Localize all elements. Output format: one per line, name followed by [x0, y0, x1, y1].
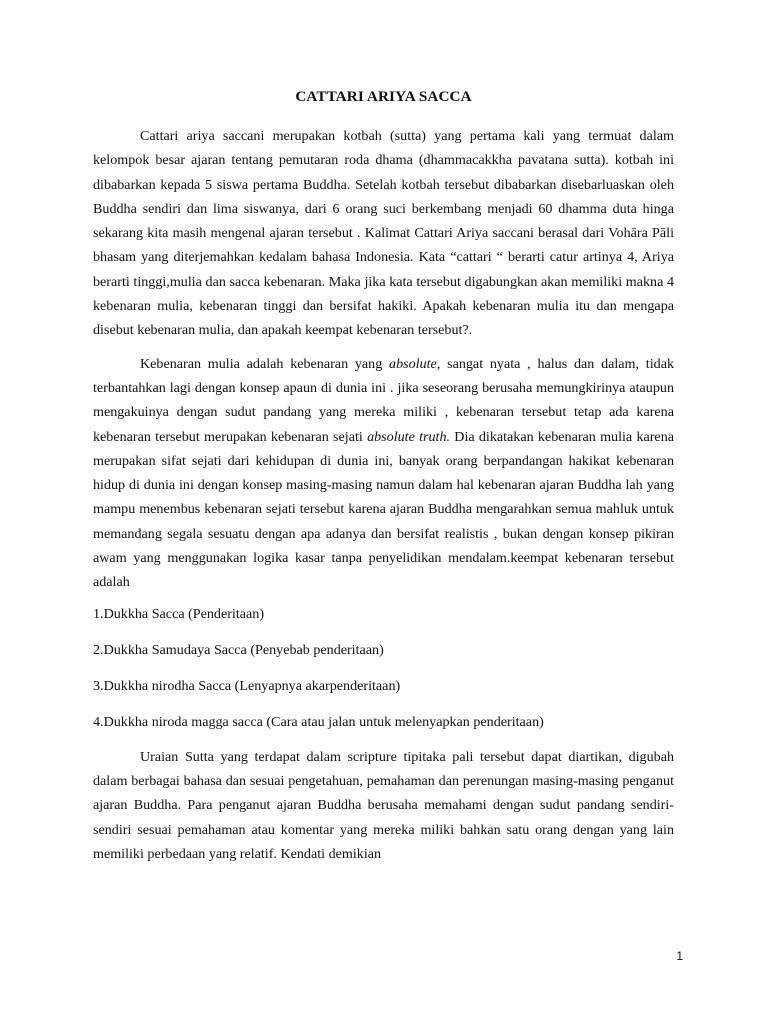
document-title: CATTARI ARIYA SACCA — [295, 88, 472, 105]
paragraph-noble-truth — [93, 352, 674, 595]
paragraph-text: , sangat nyata , halus dan dalam, tidak terbantahkan lagi dengan konsep apaun di dunia ini . jika seseorang berusaha memungkirinya ataupun mengakuinya dengan sudut pandang yang mereka miliki , kebenaran tersebut tetap ada karena kebenaran tersebut merupakan kebenaran sejati — [93, 355, 674, 445]
list-item: 1.Dukkha Sacca (Penderitaan) — [93, 605, 265, 622]
list-item: 3.Dukkha nirodha Sacca (Lenyapnya akarpenderitaan) — [93, 677, 401, 694]
list-item: 2.Dukkha Samudaya Sacca (Penyebab penderitaan) — [93, 641, 384, 658]
list-item: 4.Dukkha niroda magga sacca (Cara atau jalan untuk melenyapkan penderitaan) — [93, 713, 544, 730]
paragraph-text: Kebenaran mulia adalah kebenaran yang — [140, 355, 390, 372]
document-body — [93, 87, 674, 866]
paragraph-text: Dia dikatakan kebenaran mulia karena merupakan sifat sejati dari kehidupan di dunia ini, banyak orang berpandangan hakikat kebenaran hidup di dunia ini dengan konsep masing-masing namun dalam hal kebenaran ajaran Buddha lah yang mampu menembus kebenaran sejati tersebut karena ajaran Buddha mengarahkan semua mahluk untuk memandang segala sesuatu dengan apa adanya dan bersifat realistis , bukan dengan konsep pikiran awam yang menggunakan logika kasar tanpa penyelidikan mendalam.keempat kebenaran tersebut adalah — [93, 428, 674, 591]
emphasis-absolute-truth: absolute truth. — [367, 428, 451, 445]
paragraph-sutta: Uraian Sutta yang terdapat dalam scripture tipitaka pali tersebut dapat diartikan, digubah dalam berbagai bahasa dan sesuai pengetahuan, pemahaman dan perenungan masing-masing penganut ajaran Buddha. Para penganut ajaran Buddha berusaha memahami dengan sudut pandang sendiri-sendiri sesuai pemahaman atau komentar yang mereka miliki bahkan satu orang dengan yang lain memiliki perbedaan yang relatif. Kendati demikian — [93, 748, 674, 862]
paragraph-intro: Cattari ariya saccani merupakan kotbah (sutta) yang pertama kali yang termuat dalam kelompok besar ajaran tentang pemutaran roda dhama (dhammacakkha pavatana sutta). kotbah ini dibabarkan kepada 5 siswa pertama Buddha. Setelah kotbah tersebut dibabarkan disebarluaskan oleh Buddha sendiri dan lima siswanya, dari 6 orang suci berkembang menjadi 60 dhamma duta hinga sekarang kita masih mengenal ajaran tersebut . Kalimat Cattari Ariya saccani berasal dari Vohāra Pāli bhasam yang diterjemahkan kedalam bahasa Indonesia. Kata “cattari “ berarti catur artinya 4, Ariya berarti tinggi,mulia dan sacca kebenaran. Maka jika kata tersebut digabungkan akan memiliki makna 4 kebenaran mulia, kebenaran tinggi dan bersifat hakiki. Apakah kebenaran mulia itu dan mengapa disebut kebenaran mulia, dan apakah keempat kebenaran tersebut?. — [93, 128, 674, 339]
page-number: 1 — [676, 949, 683, 963]
emphasis-absolute: absolute — [389, 355, 437, 372]
